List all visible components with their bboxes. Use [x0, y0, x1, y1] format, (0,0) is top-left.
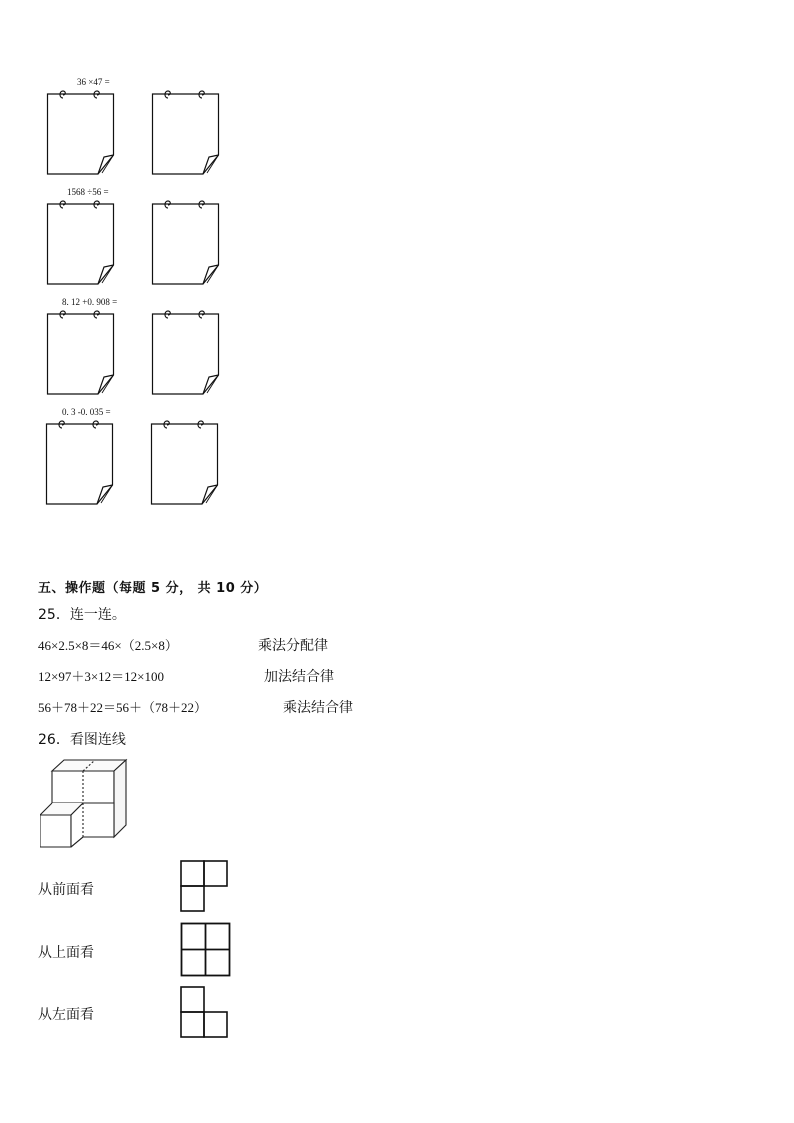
section-5-heading: 五、操作题（每题 5 分， 共 10 分）	[38, 581, 268, 596]
answer-pad-1b[interactable]	[151, 89, 219, 177]
view-shape-c[interactable]	[180, 986, 230, 1040]
answer-pad-1a[interactable]	[46, 89, 114, 177]
answer-pad-2b[interactable]	[151, 199, 219, 287]
view-label-top[interactable]: 从上面看	[38, 945, 94, 961]
view-label-left[interactable]: 从左面看	[38, 1007, 94, 1023]
q25-left-item-2[interactable]: 12×97＋3×12＝12×100	[38, 669, 164, 684]
answer-pad-3a[interactable]	[46, 309, 114, 397]
view-shape-a[interactable]	[180, 860, 230, 914]
calc-expression-2: 1568 ÷56 =	[67, 187, 109, 197]
view-label-front[interactable]: 从前面看	[38, 882, 94, 898]
question-25-title: 25．连一连。	[38, 607, 126, 623]
view-shape-b[interactable]	[180, 922, 232, 978]
answer-pad-3b[interactable]	[151, 309, 219, 397]
calc-expression-4: 0. 3 -0. 035 =	[62, 407, 111, 417]
q25-right-item-3[interactable]: 乘法结合律	[283, 700, 353, 716]
q25-left-item-1[interactable]: 46×2.5×8＝46×（2.5×8）	[38, 638, 178, 653]
q25-left-item-3[interactable]: 56＋78＋22＝56＋（78＋22）	[38, 700, 208, 715]
q25-right-item-1[interactable]: 乘法分配律	[258, 638, 328, 654]
answer-pad-4a[interactable]	[45, 419, 113, 507]
q25-right-item-2[interactable]: 加法结合律	[264, 669, 334, 685]
question-26-title: 26．看图连线	[38, 732, 126, 748]
answer-pad-2a[interactable]	[46, 199, 114, 287]
cube-stack-figure	[40, 757, 132, 853]
answer-pad-4b[interactable]	[150, 419, 218, 507]
calc-expression-1: 36 ×47 =	[77, 77, 110, 87]
calc-expression-3: 8. 12 +0. 908 =	[62, 297, 118, 307]
